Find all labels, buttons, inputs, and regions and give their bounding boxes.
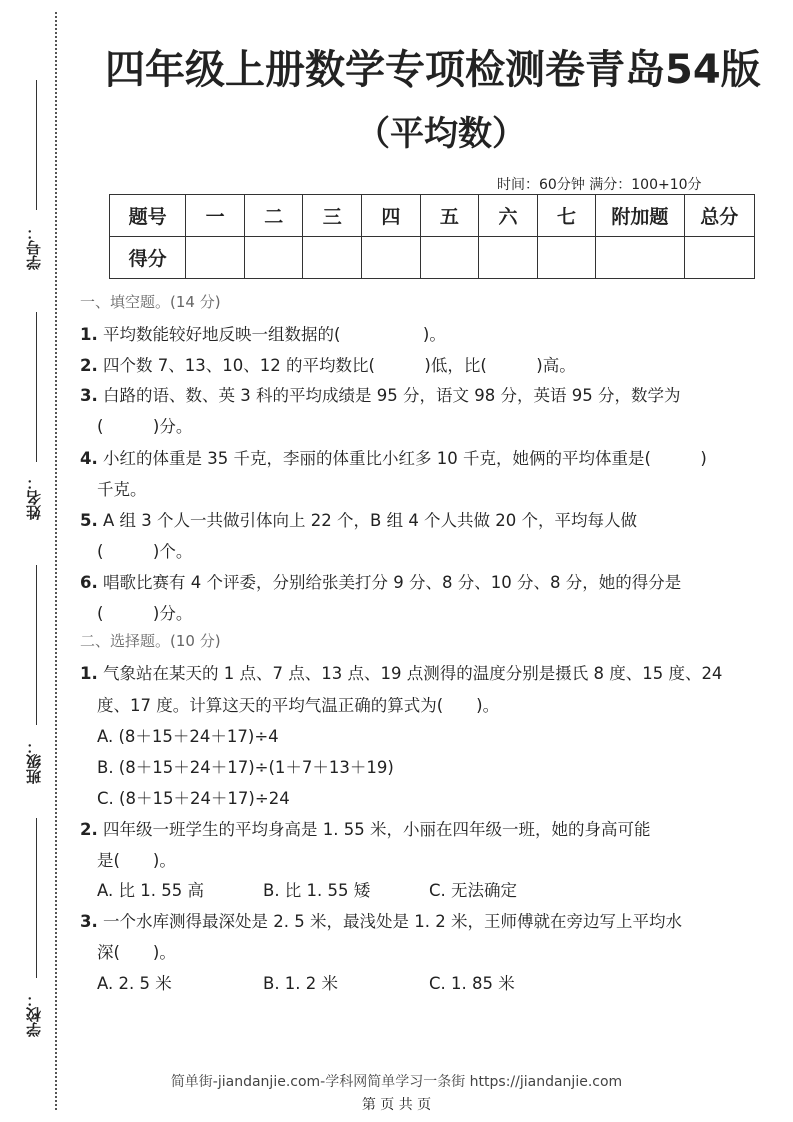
question-continuation: ( )分。 xyxy=(97,417,193,436)
student-id-line xyxy=(36,80,37,210)
score-cell[interactable] xyxy=(303,237,362,279)
score-cell[interactable] xyxy=(596,237,684,279)
choice-option[interactable]: C. 1. 85 米 xyxy=(429,974,515,993)
question-number: 6. xyxy=(80,573,98,592)
name-line xyxy=(36,312,37,462)
score-cell[interactable] xyxy=(420,237,479,279)
score-header-cell: 三 xyxy=(303,195,362,237)
choice-option[interactable]: B. 比 1. 55 矮 xyxy=(263,881,371,900)
question-continuation: ( )分。 xyxy=(97,604,193,623)
section-heading-fill-blank: 一、填空题。(14 分) xyxy=(80,293,221,311)
score-header-cell: 二 xyxy=(244,195,303,237)
question-line xyxy=(80,382,680,406)
question-text: 小红的体重是 35 千克，李丽的体重比小红多 10 千克，她俩的平均体重是( ) xyxy=(103,449,707,468)
page-subtitle: （平均数） xyxy=(356,114,526,154)
source-footer: 简单街-jiandanjie.com-学科网简单学习一条街 https://jiandanjie.com xyxy=(170,1074,623,1090)
question-number: 1. xyxy=(80,325,98,344)
score-value-row xyxy=(110,237,755,279)
student-id-label: 学号： xyxy=(25,225,43,271)
page-number: 第 页 共 页 xyxy=(361,1097,432,1113)
score-cell[interactable] xyxy=(537,237,596,279)
class-line xyxy=(36,565,37,725)
score-cell[interactable] xyxy=(186,237,245,279)
choice-option[interactable]: A. 比 1. 55 高 xyxy=(97,881,204,900)
score-header-row xyxy=(110,195,755,237)
question-text: 一个水库测得最深处是 2. 5 米，最浅处是 1. 2 米，王师傅就在旁边写上平均水 xyxy=(103,912,682,931)
question-text: A 组 3 个人一共做引体向上 22 个，B 组 4 个人共做 20 个，平均每人做 xyxy=(103,511,638,530)
score-cell[interactable] xyxy=(362,237,421,279)
name-label: 姓名： xyxy=(25,475,43,521)
question-line xyxy=(80,569,681,593)
score-header-cell: 题号 xyxy=(110,195,186,237)
class-label: 班级： xyxy=(25,739,43,785)
question-line xyxy=(80,908,682,932)
question-line xyxy=(80,816,650,840)
question-number: 2. xyxy=(80,820,98,839)
score-header-cell: 总分 xyxy=(684,195,754,237)
question-number: 4. xyxy=(80,449,98,468)
question-line xyxy=(80,445,707,469)
question-number: 3. xyxy=(80,386,98,405)
question-line xyxy=(80,507,637,531)
score-header-cell: 一 xyxy=(186,195,245,237)
score-cell[interactable] xyxy=(684,237,754,279)
score-header-cell: 五 xyxy=(420,195,479,237)
question-text: 平均数能较好地反映一组数据的( )。 xyxy=(103,325,446,344)
question-text: 四年级一班学生的平均身高是 1. 55 米，小丽在四年级一班，她的身高可能 xyxy=(103,820,651,839)
score-row-label: 得分 xyxy=(110,237,186,279)
question-number: 2. xyxy=(80,356,98,375)
exam-meta: 时间：60分钟 满分：100+10分 xyxy=(497,177,702,193)
question-continuation: ( )个。 xyxy=(97,542,193,561)
score-header-cell: 四 xyxy=(362,195,421,237)
binding-dotted-line xyxy=(55,12,57,1110)
score-header-cell: 六 xyxy=(479,195,538,237)
question-continuation: 度、17 度。计算这天的平均气温正确的算式为( )。 xyxy=(97,696,500,715)
page-title: 四年级上册数学专项检测卷青岛54版 xyxy=(105,47,761,93)
question-continuation: 千克。 xyxy=(97,480,147,499)
question-line xyxy=(80,352,576,376)
question-number: 3. xyxy=(80,912,98,931)
score-cell[interactable] xyxy=(479,237,538,279)
choice-option[interactable]: A. 2. 5 米 xyxy=(97,974,172,993)
question-text: 四个数 7、13、10、12 的平均数比( )低，比( )高。 xyxy=(103,356,576,375)
question-continuation: 是( )。 xyxy=(97,851,176,870)
choice-option[interactable]: B. (8＋15＋24＋17)÷(1＋7＋13＋19) xyxy=(97,758,394,777)
choice-option[interactable]: C. 无法确定 xyxy=(429,881,518,900)
question-text: 气象站在某天的 1 点、7 点、13 点、19 点测得的温度分别是摄氏 8 度、15 度、24 xyxy=(103,664,723,683)
school-line xyxy=(36,818,37,978)
question-continuation: 深( )。 xyxy=(97,943,176,962)
school-label: 学校： xyxy=(25,992,43,1038)
question-text: 白路的语、数、英 3 科的平均成绩是 95 分，语文 98 分，英语 95 分，数学为 xyxy=(103,386,681,405)
choice-option[interactable]: C. (8＋15＋24＋17)÷24 xyxy=(97,789,290,808)
score-table xyxy=(109,194,755,279)
question-line xyxy=(80,321,446,345)
score-cell[interactable] xyxy=(244,237,303,279)
question-number: 1. xyxy=(80,664,98,683)
choice-option[interactable]: A. (8＋15＋24＋17)÷4 xyxy=(97,727,279,746)
section-heading-choice: 二、选择题。(10 分) xyxy=(80,632,221,650)
question-number: 5. xyxy=(80,511,98,530)
score-header-cell: 七 xyxy=(537,195,596,237)
score-header-cell: 附加题 xyxy=(596,195,684,237)
question-text: 唱歌比赛有 4 个评委，分别给张美打分 9 分、8 分、10 分、8 分，她的得分是 xyxy=(103,573,682,592)
choice-option[interactable]: B. 1. 2 米 xyxy=(263,974,339,993)
question-line xyxy=(80,660,722,684)
